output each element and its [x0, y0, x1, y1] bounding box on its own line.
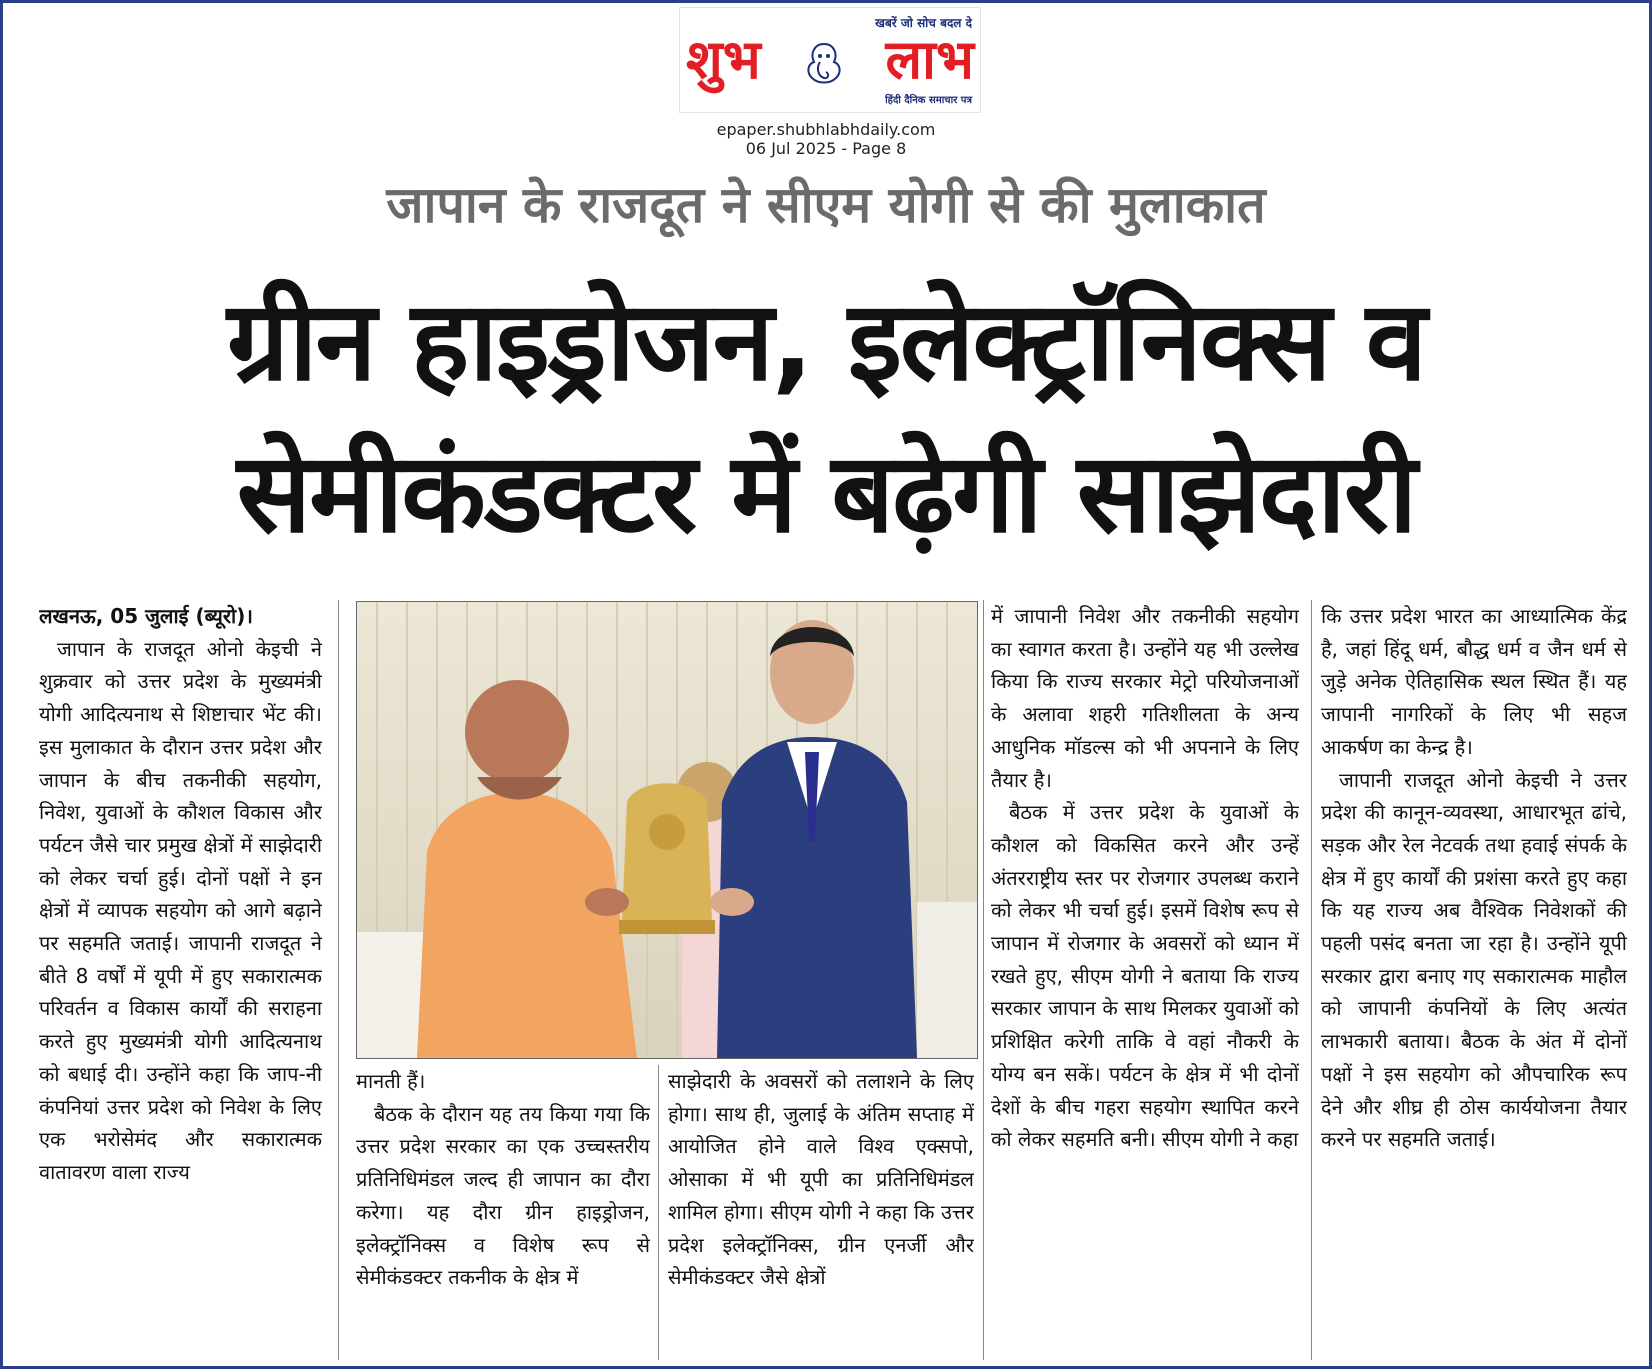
column-4-paragraph-2: बैठक में उत्तर प्रदेश के युवाओं के कौशल को विकसित करने और उन्हें अंतरराष्ट्रीय स्तर पर रोजगार उपलब्ध कराने को लेकर भी चर्चा हुई। इसमें विशेष रूप से जापान में रोजगार के अवसरों को ध्यान में रखते हुए, सीएम योगी ने बताया कि राज्य सरकार जापान के साथ मिलकर युवाओं को प्रशिक्षित करेगी ताकि वे वहां नौकरी के योग्य बन सकें। पर्यटन के क्षेत्र में भी दोनों देशों के बीच गहरा सहयोग स्थापित करने को लेकर सहमति बनी। सीएम योगी ने कहा: [991, 800, 1299, 1152]
edition-date-page: 06 Jul 2025 - Page 8: [745, 139, 907, 158]
column-divider: [1311, 600, 1312, 1360]
column-divider: [983, 600, 984, 1360]
masthead-subtitle: हिंदी दैनिक समाचार पत्र: [885, 95, 972, 106]
article-column-5: [1321, 600, 1627, 1360]
column-5-paragraph-1: कि उत्तर प्रदेश भारत का आध्यात्मिक केंद्र है, जहां हिंदू धर्म, बौद्ध धर्म व जैन धर्म से जुड़े अनेक ऐतिहासिक स्थल स्थित हैं। यह जापानी नागरिकों के लिए भी सहज आकर्षण का केन्द्र है।: [1321, 604, 1627, 759]
article-column-3: [668, 1065, 974, 1360]
article-column-1: [39, 600, 322, 1360]
ganesh-icon: [798, 38, 850, 90]
logo-word-right: लाभ: [885, 28, 974, 91]
article-dateline: लखनऊ, 05 जुलाई (ब्यूरो)।: [39, 604, 253, 628]
column-divider: [658, 1065, 659, 1360]
column-2-continued: मानती हैं।: [356, 1069, 426, 1093]
headline-line-2: सेमीकंडक्टर में बढ़ेगी साझेदारी: [236, 429, 1416, 557]
photo-illustration: [357, 602, 977, 1058]
article-column-2: [356, 1065, 650, 1360]
masthead-logo: [679, 7, 981, 113]
column-3-paragraph: साझेदारी के अवसरों को तलाशने के लिए होगा। साथ ही, जुलाई के अंतिम सप्ताह में आयोजित होने वाले विश्व एक्सपो, ओसाका में भी यूपी का प्रतिनिधिमंडल शामिल होगा। सीएम योगी ने कहा कि उत्तर प्रदेश इलेक्ट्रॉनिक्स, ग्रीन एनर्जी और सेमीकंडक्टर जैसे क्षेत्रों: [668, 1069, 974, 1290]
headline-line-1: ग्रीन हाइड्रोजन, इलेक्ट्रॉनिक्स व: [227, 277, 1425, 405]
column-divider: [338, 600, 339, 1360]
column-5-paragraph-2: जापानी राजदूत ओनो केइची ने उत्तर प्रदेश की कानून-व्यवस्था, आधारभूत ढांचे, सड़क और रेल नेटवर्क तथा हवाई संपर्क के क्षेत्र में हुए कार्यों की प्रशंसा करते हुए कहा कि यह राज्य अब वैश्विक निवेशकों की पहली पसंद बनता जा रहा है। उन्होंने यूपी सरकार द्वारा बनाए गए सकारात्मक माहौल को जापानी कंपनियों के लिए अत्यंत लाभकारी बताया। बैठक के अंत में दोनों पक्षों ने इस सहयोग को औपचारिक रूप देने और शीघ्र ही ठोस कार्ययोजना तैयार करने पर सहमति जताई।: [1321, 767, 1627, 1152]
masthead-tagline: खबरें जो सोच बदल दे: [875, 16, 972, 30]
article-photo: [356, 601, 978, 1059]
logo-word-left: शुभ: [686, 28, 761, 91]
column-1-paragraph: जापान के राजदूत ओनो केइची ने शुक्रवार को उत्तर प्रदेश के मुख्यमंत्री योगी आदित्यनाथ से शिष्टाचार भेंट की। इस मुलाकात के दौरान उत्तर प्रदेश और जापान के बीच तकनीकी सहयोग, निवेश, युवाओं के कौशल विकास और पर्यटन जैसे चार प्रमुख क्षेत्रों में साझेदारी को लेकर चर्चा हुई। दोनों पक्षों ने इन क्षेत्रों में व्यापक सहयोग को आगे बढ़ाने पर सहमति जताई। जापानी राजदूत ने बीते 8 वर्षों में यूपी में हुए सकारात्मक परिवर्तन व विकास कार्यों की सराहना करते हुए मुख्यमंत्री योगी आदित्यनाथ को बधाई दी। उन्होंने कहा कि जाप-नी कंपनियां उत्तर प्रदेश को निवेश के लिए एक भरोसेमंद और सकारात्मक वातावरण वाला राज्य: [39, 636, 322, 1184]
article-column-4: [991, 600, 1299, 1360]
column-4-paragraph-1: में जापानी निवेश और तकनीकी सहयोग का स्वागत करता है। उन्होंने यह भी उल्लेख किया कि राज्य सरकार मेट्रो परियोजनाओं के अलावा शहरी गतिशीलता के अन्य आधुनिक मॉडल्स को भी अपनाने के लिए तैयार है।: [991, 604, 1299, 792]
article-kicker: जापान के राजदूत ने सीएम योगी से की मुलाकात: [386, 176, 1266, 234]
epaper-url: epaper.shubhlabhdaily.com: [716, 120, 936, 139]
column-2-paragraph: बैठक के दौरान यह तय किया गया कि उत्तर प्रदेश सरकार का एक उच्चस्तरीय प्रतिनिधिमंडल जल्द ही जापान का दौरा करेगा। यह दौरा ग्रीन हाइड्रोजन, इलेक्ट्रॉनिक्स व विशेष रूप से सेमीकंडक्टर तकनीक के क्षेत्र में: [356, 1101, 650, 1290]
